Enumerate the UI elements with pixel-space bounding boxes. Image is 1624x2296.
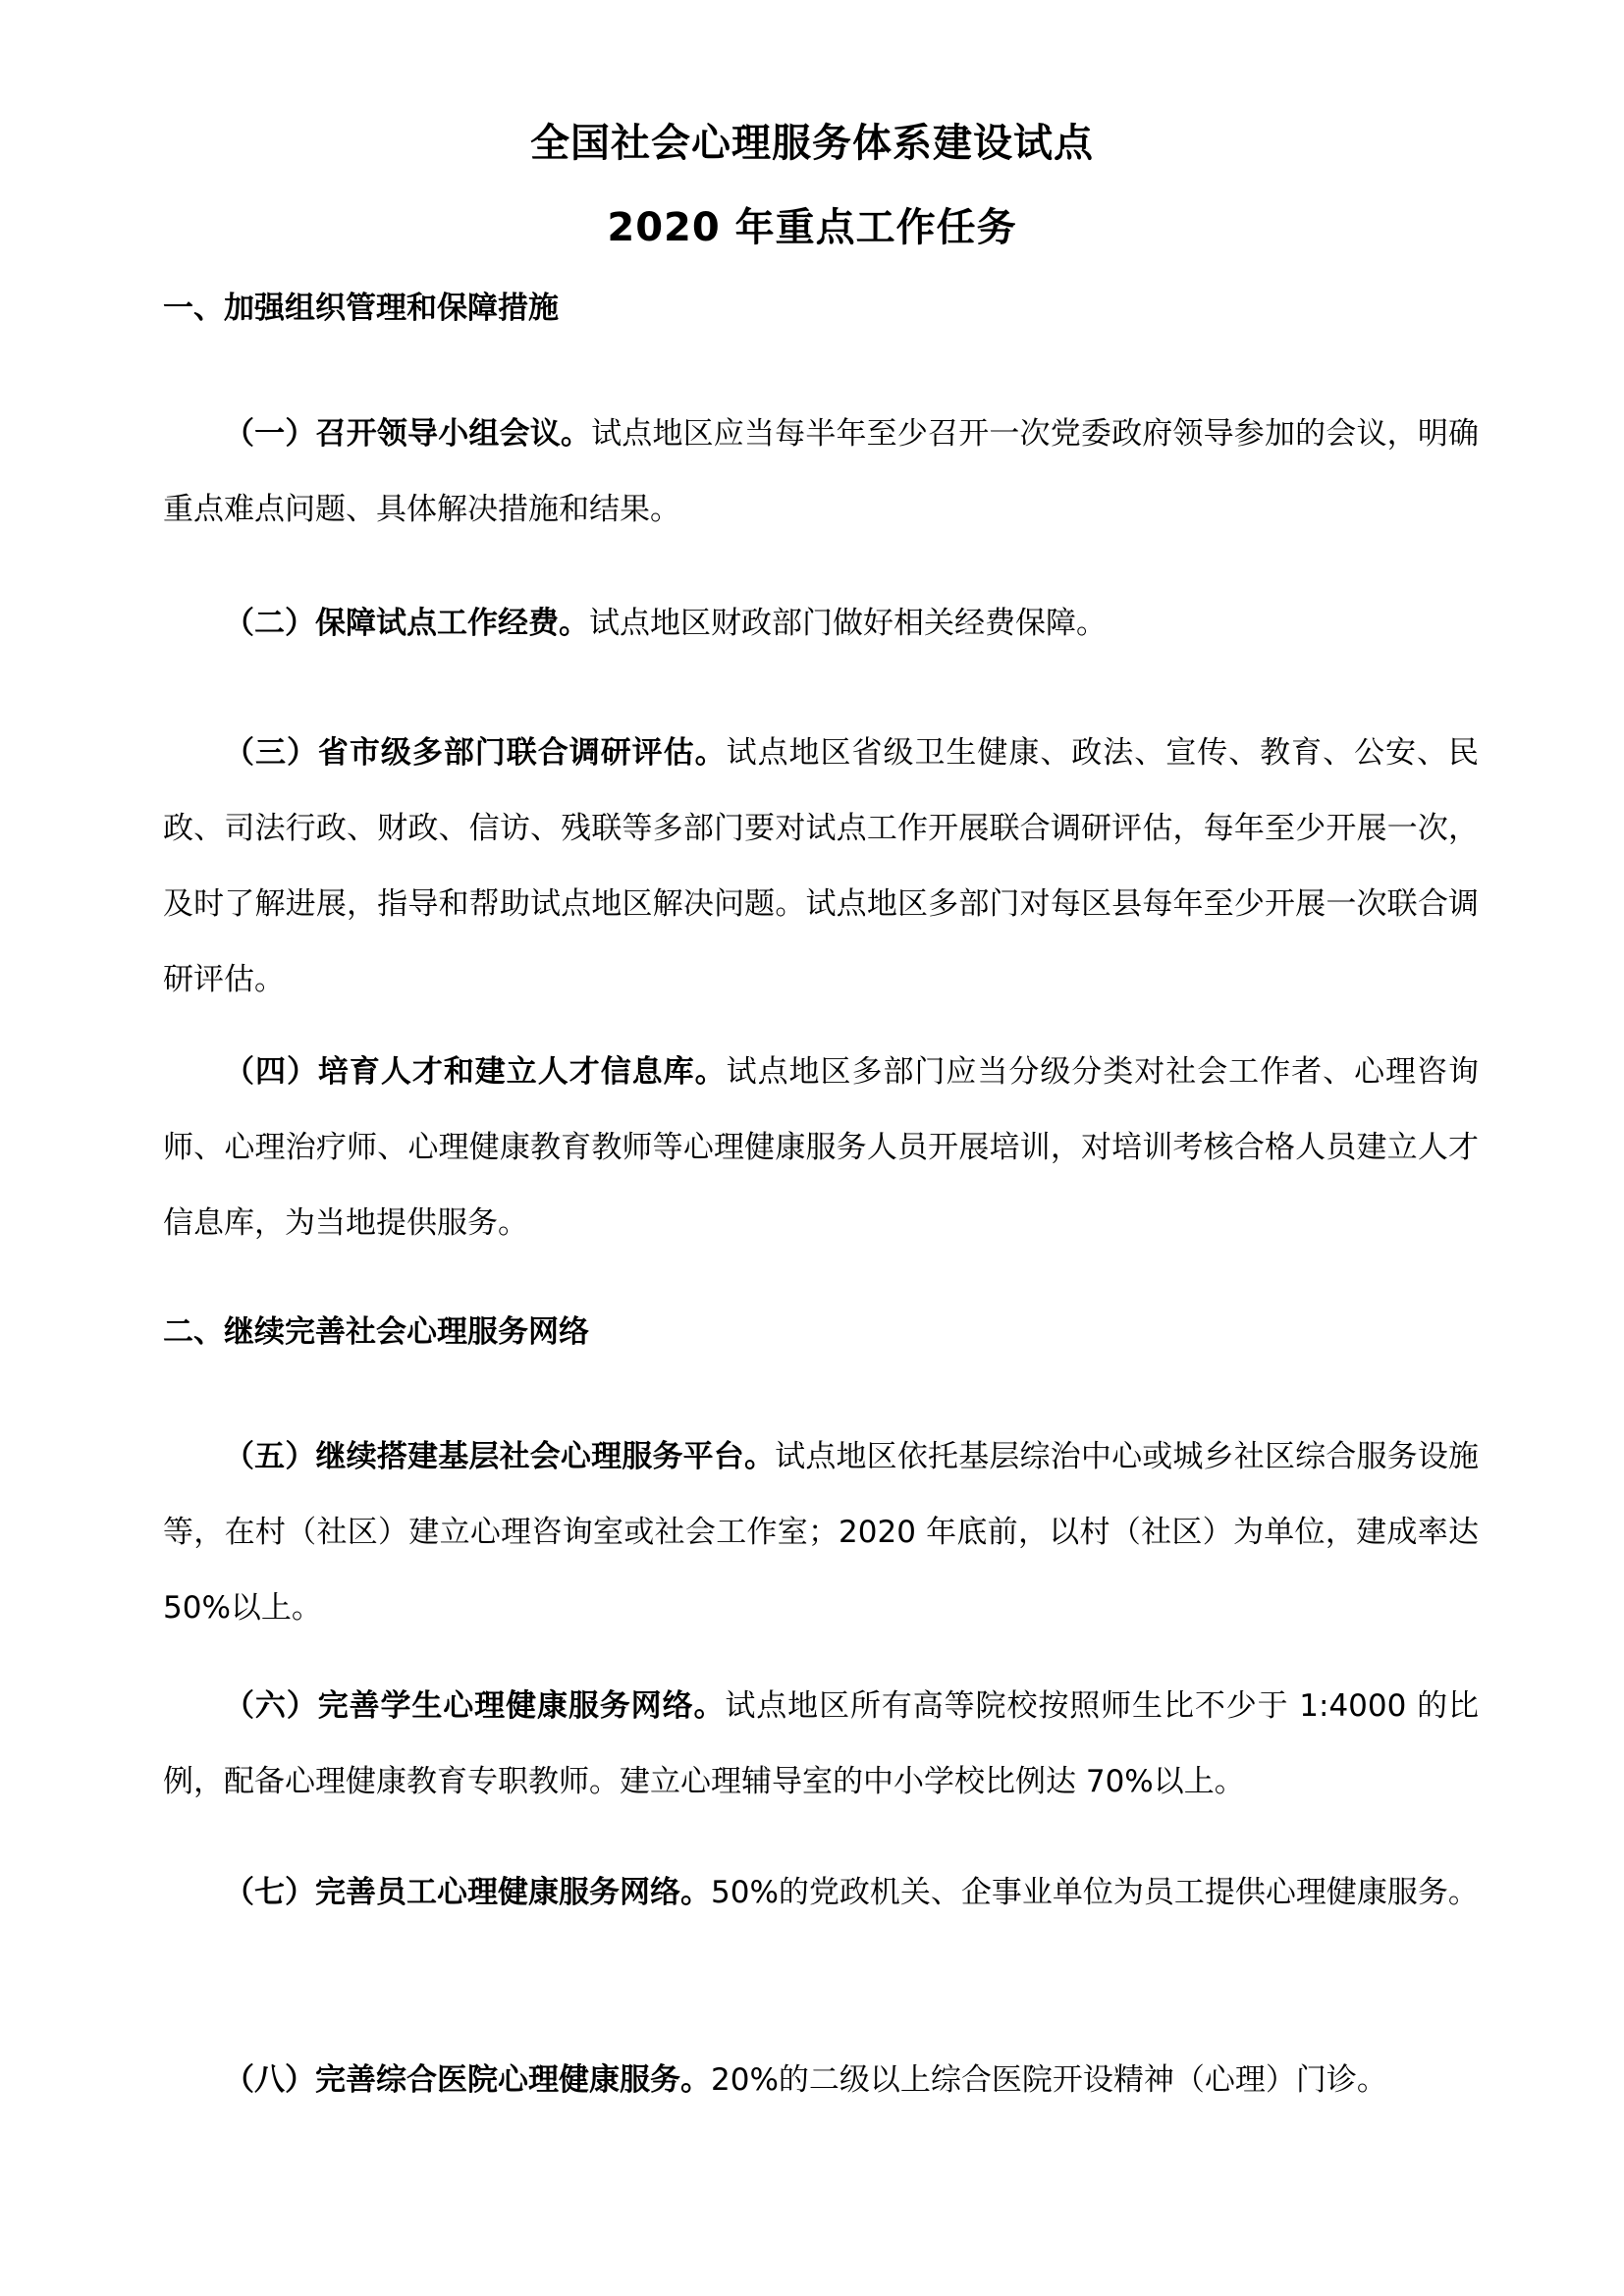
section-heading-2: 二、继续完善社会心理服务网络 xyxy=(163,1314,589,1350)
paragraph-body: 试点地区依托基层综治中心或城乡社区综合服务设施等，在村（社区）建立心理咨询室或社会工作室；2020 年底前，以村（社区）为单位，建成率达 50%以上。 xyxy=(163,1439,1480,1626)
paragraph-item-6 xyxy=(163,1669,1479,1820)
paragraph-lead: （四）培育人才和建立人才信息库。 xyxy=(224,1054,727,1090)
paragraph-lead: （六）完善学生心理健康服务网络。 xyxy=(224,1688,726,1724)
paragraph-item-4 xyxy=(163,1035,1479,1261)
paragraph-body: 试点地区所有高等院校按照师生比不少于 1:4000 的比例，配备心理健康教育专职教师。建立心理辅导室的中小学校比例达 70%以上。 xyxy=(163,1688,1479,1799)
paragraph-item-1 xyxy=(163,397,1479,548)
paragraph-lead: （八）完善综合医院心理健康服务。 xyxy=(224,2062,711,2098)
paragraph-item-7 xyxy=(163,1855,1479,1931)
paragraph-lead: （三）省市级多部门联合调研评估。 xyxy=(224,735,727,771)
paragraph-body: 50%的党政机关、企事业单位为员工提供心理健康服务。 xyxy=(711,1875,1479,1910)
paragraph-body: 试点地区省级卫生健康、政法、宣传、教育、公安、民政、司法行政、财政、信访、残联等多部门要对试点工作开展联合调研评估，每年至少开展一次，及时了解进展，指导和帮助试点地区解决问题。试点地区多部门对每区县每年至少开展一次联合调研评估。 xyxy=(163,735,1480,997)
paragraph-item-8 xyxy=(163,2043,1479,2118)
paragraph-lead: （二）保障试点工作经费。 xyxy=(224,606,589,641)
paragraph-lead: （五）继续搭建基层社会心理服务平台。 xyxy=(224,1439,776,1474)
paragraph-body: 试点地区多部门应当分级分类对社会工作者、心理咨询师、心理治疗师、心理健康教育教师等心理健康服务人员开展培训，对培训考核合格人员建立人才信息库，为当地提供服务。 xyxy=(163,1054,1480,1241)
paragraph-body: 试点地区财政部门做好相关经费保障。 xyxy=(589,606,1107,641)
paragraph-item-5 xyxy=(163,1419,1479,1646)
document-title-line2: 2020 年重点工作任务 xyxy=(607,205,1017,250)
paragraph-lead: （七）完善员工心理健康服务网络。 xyxy=(224,1875,711,1910)
paragraph-item-3 xyxy=(163,716,1479,1018)
paragraph-lead: （一）召开领导小组会议。 xyxy=(224,416,592,452)
paragraph-body: 试点地区应当每半年至少召开一次党委政府领导参加的会议，明确重点难点问题、具体解决措施和结果。 xyxy=(163,416,1480,527)
section-heading-1: 一、加强组织管理和保障措施 xyxy=(163,291,559,326)
paragraph-body: 20%的二级以上综合医院开设精神（心理）门诊。 xyxy=(711,2062,1387,2098)
paragraph-item-2 xyxy=(163,586,1479,662)
document-title-line1: 全国社会心理服务体系建设试点 xyxy=(530,121,1094,166)
